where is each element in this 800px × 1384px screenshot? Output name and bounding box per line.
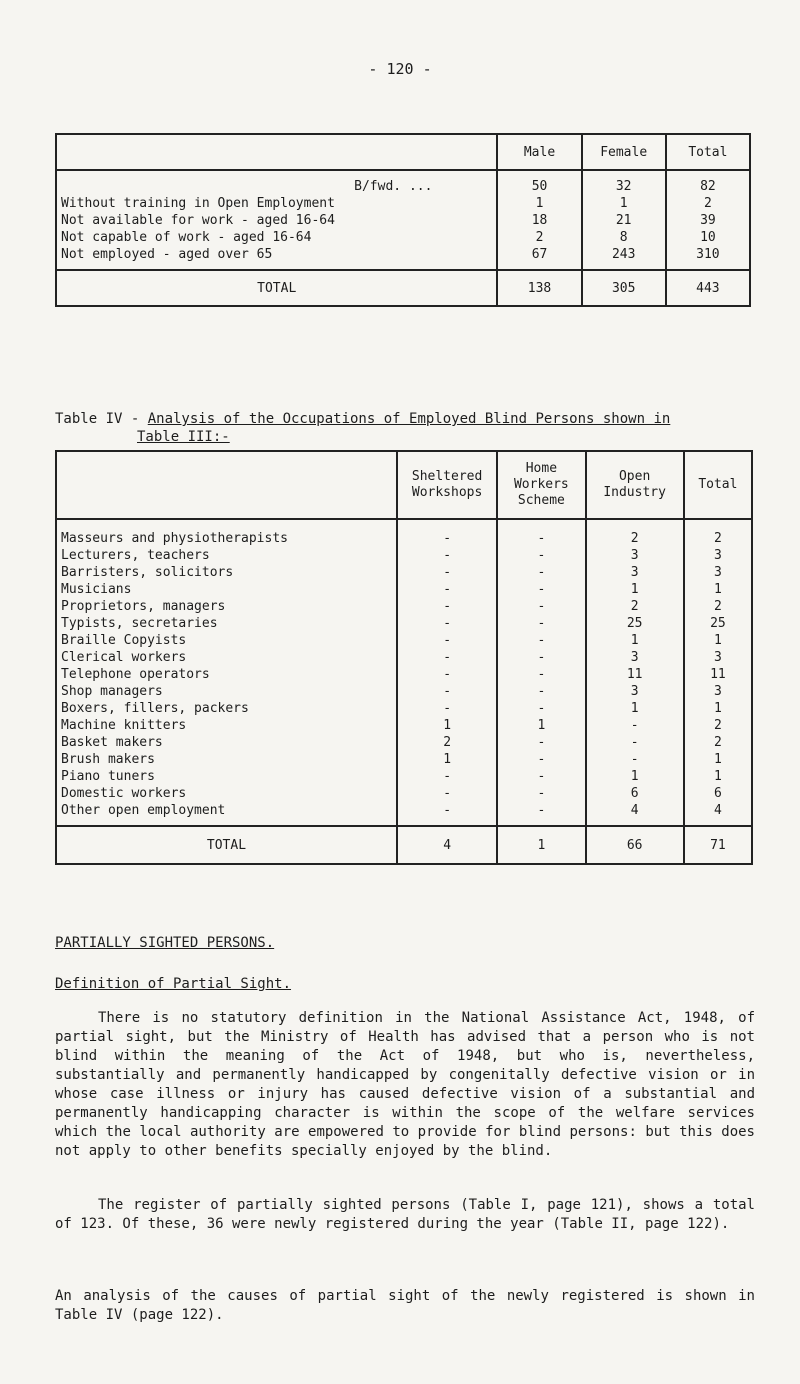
header-text: Scheme bbox=[517, 493, 565, 508]
table-iv-caption-line2: Table III:- bbox=[137, 429, 230, 445]
total-row bbox=[56, 826, 752, 864]
cell-sheltered: - bbox=[397, 519, 497, 547]
table-row bbox=[56, 768, 752, 785]
cell-open: - bbox=[586, 751, 684, 768]
cell-home: 1 bbox=[497, 717, 585, 734]
cell-sheltered: - bbox=[397, 802, 497, 826]
cell-sheltered: - bbox=[397, 768, 497, 785]
paragraph-3: An analysis of the causes of partial sight of the newly registered is shown in Table IV (page 122). bbox=[55, 1288, 755, 1323]
cell-total: 3 bbox=[684, 649, 752, 666]
cell-total: 3 bbox=[684, 547, 752, 564]
cell-home: - bbox=[497, 768, 585, 785]
cell-total: 1 bbox=[684, 632, 752, 649]
cell-home: - bbox=[497, 700, 585, 717]
cell-home: - bbox=[497, 785, 585, 802]
occupation-label: Proprietors, managers bbox=[56, 598, 397, 615]
table-row bbox=[56, 649, 752, 666]
page-number: - 120 - bbox=[368, 60, 432, 78]
cell-home: - bbox=[497, 564, 585, 581]
header-occupation-blank bbox=[56, 451, 397, 519]
table-row bbox=[56, 785, 752, 802]
row-label: Not employed - aged over 65 bbox=[56, 246, 497, 270]
cell-total: 4 bbox=[684, 802, 752, 826]
occupation-label: Lecturers, teachers bbox=[56, 547, 397, 564]
header-text: Open bbox=[618, 469, 651, 484]
table-row bbox=[56, 751, 752, 768]
cell-home: - bbox=[497, 615, 585, 632]
cell-sheltered: 1 bbox=[397, 751, 497, 768]
total-total: 71 bbox=[684, 826, 752, 864]
total-row bbox=[56, 270, 750, 306]
row-label: B/fwd. ... bbox=[56, 170, 497, 195]
cell-home: - bbox=[497, 734, 585, 751]
cell-open: 3 bbox=[586, 683, 684, 700]
table-row bbox=[56, 195, 750, 212]
paragraph-1: There is no statutory definition in the National Assistance Act, 1948, of partial sight, but the Ministry of Health has advised that a person who is not blind within the meaning of the Act of 1948, but who is, nevertheless, substantially and permanently handicapped by congenitally defective vision or in whose case illness or injury has caused defective vision of a substantial and permanently handicapping character is within the scope of the welfare services which the local authority are empowered to provide for blind persons: but this does not apply to other benefits specially enjoyed by the blind. bbox=[55, 1010, 755, 1159]
table-iv bbox=[55, 450, 753, 865]
table-row bbox=[56, 802, 752, 826]
cell-total: 2 bbox=[666, 195, 750, 212]
table-row bbox=[56, 229, 750, 246]
header-blank bbox=[56, 134, 497, 170]
cell-open: 2 bbox=[586, 519, 684, 547]
occupation-label: Clerical workers bbox=[56, 649, 397, 666]
header-male: Male bbox=[497, 134, 581, 170]
total-label: TOTAL bbox=[56, 270, 497, 306]
table-row bbox=[56, 519, 752, 547]
header-sheltered-workshops bbox=[397, 451, 497, 519]
cell-sheltered: - bbox=[397, 581, 497, 598]
cell-female: 1 bbox=[582, 195, 666, 212]
table-iv-caption bbox=[55, 410, 670, 446]
cell-sheltered: - bbox=[397, 700, 497, 717]
cell-sheltered: - bbox=[397, 785, 497, 802]
cell-total: 39 bbox=[666, 212, 750, 229]
cell-sheltered: - bbox=[397, 666, 497, 683]
cell-open: 11 bbox=[586, 666, 684, 683]
occupation-label: Basket makers bbox=[56, 734, 397, 751]
cell-female: 32 bbox=[582, 170, 666, 195]
cell-total: 2 bbox=[684, 519, 752, 547]
cell-male: 18 bbox=[497, 212, 581, 229]
table-row bbox=[56, 734, 752, 751]
cell-total: 11 bbox=[684, 666, 752, 683]
header-text: Workshops bbox=[411, 485, 483, 500]
cell-sheltered: - bbox=[397, 632, 497, 649]
header-text: Industry bbox=[603, 485, 666, 500]
occupation-label: Piano tuners bbox=[56, 768, 397, 785]
table-row bbox=[56, 547, 752, 564]
table-row bbox=[56, 717, 752, 734]
cell-total: 25 bbox=[684, 615, 752, 632]
cell-home: - bbox=[497, 598, 585, 615]
cell-total: 2 bbox=[684, 598, 752, 615]
cell-sheltered: - bbox=[397, 615, 497, 632]
row-label: Not available for work - aged 16-64 bbox=[56, 212, 497, 229]
occupation-label: Barristers, solicitors bbox=[56, 564, 397, 581]
subheading: Definition of Partial Sight. bbox=[55, 976, 292, 992]
occupation-label: Brush makers bbox=[56, 751, 397, 768]
table-row bbox=[56, 246, 750, 270]
cell-total: 1 bbox=[684, 700, 752, 717]
cell-home: - bbox=[497, 751, 585, 768]
cell-home: - bbox=[497, 683, 585, 700]
cell-home: - bbox=[497, 802, 585, 826]
cell-sheltered: 1 bbox=[397, 717, 497, 734]
cell-home: - bbox=[497, 666, 585, 683]
occupation-label: Telephone operators bbox=[56, 666, 397, 683]
cell-female: 8 bbox=[582, 229, 666, 246]
table-row bbox=[56, 581, 752, 598]
cell-open: 25 bbox=[586, 615, 684, 632]
header-total: Total bbox=[684, 451, 752, 519]
cell-sheltered: - bbox=[397, 598, 497, 615]
cell-open: - bbox=[586, 734, 684, 751]
occupation-label: Masseurs and physiotherapists bbox=[56, 519, 397, 547]
occupation-label: Musicians bbox=[56, 581, 397, 598]
cell-open: 1 bbox=[586, 632, 684, 649]
cell-sheltered: - bbox=[397, 649, 497, 666]
table-row bbox=[56, 598, 752, 615]
row-label: Not capable of work - aged 16-64 bbox=[56, 229, 497, 246]
occupation-label: Typists, secretaries bbox=[56, 615, 397, 632]
table-row bbox=[56, 564, 752, 581]
header-text: Workers bbox=[513, 477, 569, 492]
table-row bbox=[56, 615, 752, 632]
table-row bbox=[56, 632, 752, 649]
occupation-label: Shop managers bbox=[56, 683, 397, 700]
total-home: 1 bbox=[497, 826, 585, 864]
occupation-label: Braille Copyists bbox=[56, 632, 397, 649]
cell-open: 4 bbox=[586, 802, 684, 826]
row-label: Without training in Open Employment bbox=[56, 195, 497, 212]
occupation-label: Boxers, fillers, packers bbox=[56, 700, 397, 717]
cell-total: 1 bbox=[684, 581, 752, 598]
cell-total: 6 bbox=[684, 785, 752, 802]
table-row bbox=[56, 666, 752, 683]
cell-sheltered: - bbox=[397, 564, 497, 581]
cell-total: 2 bbox=[684, 717, 752, 734]
cell-open: - bbox=[586, 717, 684, 734]
table-iii-continuation bbox=[55, 133, 751, 307]
table-row bbox=[56, 683, 752, 700]
cell-open: 1 bbox=[586, 700, 684, 717]
header-open-industry bbox=[586, 451, 684, 519]
cell-female: 243 bbox=[582, 246, 666, 270]
total-female: 305 bbox=[582, 270, 666, 306]
occupation-label: Machine knitters bbox=[56, 717, 397, 734]
total-open: 66 bbox=[586, 826, 684, 864]
cell-male: 2 bbox=[497, 229, 581, 246]
header-total: Total bbox=[666, 134, 750, 170]
table-row bbox=[56, 212, 750, 229]
cell-open: 1 bbox=[586, 581, 684, 598]
section-heading: PARTIALLY SIGHTED PERSONS. bbox=[55, 935, 275, 951]
cell-total: 10 bbox=[666, 229, 750, 246]
paragraph-2: The register of partially sighted persons (Table I, page 121), shows a total of 123. Of these, 36 were newly registered during the year (Table II, page 122). bbox=[55, 1197, 755, 1232]
cell-male: 67 bbox=[497, 246, 581, 270]
cell-home: - bbox=[497, 547, 585, 564]
total-label: TOTAL bbox=[56, 826, 397, 864]
cell-total: 1 bbox=[684, 768, 752, 785]
cell-home: - bbox=[497, 649, 585, 666]
cell-sheltered: - bbox=[397, 683, 497, 700]
cell-open: 1 bbox=[586, 768, 684, 785]
cell-home: - bbox=[497, 519, 585, 547]
header-female: Female bbox=[582, 134, 666, 170]
cell-total: 2 bbox=[684, 734, 752, 751]
cell-total: 1 bbox=[684, 751, 752, 768]
total-sheltered: 4 bbox=[397, 826, 497, 864]
cell-home: - bbox=[497, 581, 585, 598]
cell-total: 310 bbox=[666, 246, 750, 270]
header-home-workers-scheme bbox=[497, 451, 585, 519]
table-row bbox=[56, 170, 750, 195]
cell-total: 3 bbox=[684, 564, 752, 581]
cell-total: 3 bbox=[684, 683, 752, 700]
cell-home: - bbox=[497, 632, 585, 649]
cell-male: 50 bbox=[497, 170, 581, 195]
total-male: 138 bbox=[497, 270, 581, 306]
cell-open: 3 bbox=[586, 649, 684, 666]
cell-open: 3 bbox=[586, 564, 684, 581]
cell-male: 1 bbox=[497, 195, 581, 212]
header-text: Sheltered bbox=[411, 469, 483, 484]
cell-open: 3 bbox=[586, 547, 684, 564]
cell-sheltered: 2 bbox=[397, 734, 497, 751]
total-total: 443 bbox=[666, 270, 750, 306]
header-text: Home bbox=[525, 461, 558, 476]
table-row bbox=[56, 700, 752, 717]
table-iv-caption-line1: Analysis of the Occupations of Employed Blind Persons shown in bbox=[147, 411, 671, 427]
occupation-label: Domestic workers bbox=[56, 785, 397, 802]
table-iv-caption-prefix: Table IV - bbox=[55, 411, 148, 427]
cell-female: 21 bbox=[582, 212, 666, 229]
cell-sheltered: - bbox=[397, 547, 497, 564]
occupation-label: Other open employment bbox=[56, 802, 397, 826]
cell-open: 2 bbox=[586, 598, 684, 615]
cell-open: 6 bbox=[586, 785, 684, 802]
cell-total: 82 bbox=[666, 170, 750, 195]
